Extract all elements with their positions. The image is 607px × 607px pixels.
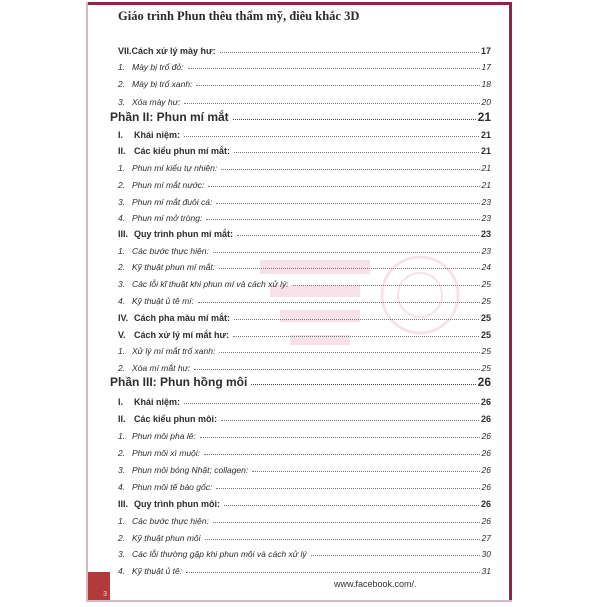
toc-page-number: 21 [477, 110, 491, 124]
toc-entry [118, 79, 491, 89]
toc-leader-dots [206, 218, 479, 220]
toc-page-number: 17 [481, 62, 491, 72]
toc-page-number: 31 [481, 566, 491, 576]
toc-leader-dots [311, 554, 480, 556]
toc-entry-title: Cách pha màu mí mắt: [134, 313, 231, 323]
toc-entry [118, 130, 491, 140]
toc-leader-dots [184, 402, 479, 404]
toc-entry [118, 62, 491, 72]
toc-entry-number: 2. [118, 363, 126, 373]
toc-entry [118, 97, 491, 107]
toc-entry [118, 330, 491, 340]
toc-entry-title: Mày bị trổ đỏ: [132, 62, 184, 72]
toc-page-number: 25 [481, 363, 491, 373]
toc-entry-title: Khái niệm: [134, 130, 181, 140]
toc-leader-dots [216, 202, 479, 204]
toc-entry-title: Các bước thực hiện: [132, 516, 209, 526]
toc-entry [118, 482, 491, 492]
toc-leader-dots [205, 538, 480, 540]
toc-leader-dots [252, 470, 479, 472]
toc-entry-number: 1. [118, 163, 126, 173]
toc-entry-number: 3. [118, 97, 126, 107]
toc-page-number: 21 [481, 180, 491, 190]
toc-entry [118, 363, 491, 373]
toc-entry-number: 1. [118, 431, 126, 441]
toc-entry-title: Phun mí mắt đuôi cá: [132, 197, 213, 207]
toc-entry [118, 46, 491, 56]
toc-page-number: 21 [480, 146, 491, 156]
toc-entry [118, 533, 491, 543]
toc-entry [118, 465, 491, 475]
toc-entry-number: II. [118, 146, 126, 156]
toc-entry-title: Phần II: Phun mí mắt [110, 110, 229, 124]
toc-leader-dots [219, 351, 479, 353]
toc-entry-title: Phun mí mắt nước: [132, 180, 205, 190]
toc-entry-number: 3. [118, 465, 126, 475]
toc-leader-dots [216, 487, 479, 489]
toc-entry-number: 3. [118, 197, 126, 207]
toc-entry [118, 566, 491, 576]
toc-page-number: 25 [480, 313, 491, 323]
toc-leader-dots [237, 234, 479, 236]
toc-entry-title: VII.Cách xử lý mày hư: [118, 46, 216, 56]
toc-entry-title: Quy trình phun môi: [134, 499, 220, 509]
toc-leader-dots [220, 51, 479, 53]
toc-entry [118, 180, 491, 190]
toc-entry-number: 2. [118, 180, 126, 190]
toc-entry-number: 1. [118, 246, 126, 256]
toc-entry-number: I. [118, 130, 124, 140]
toc-page-number: 23 [480, 229, 491, 239]
toc-entry [118, 146, 491, 156]
toc-page-number: 24 [481, 262, 491, 272]
toc-entry-title: Quy trình phun mí mắt: [134, 229, 233, 239]
toc-entry-title: Các bước thực hiện: [132, 246, 209, 256]
toc-page-number: 25 [480, 330, 491, 340]
toc-page-number: 23 [481, 213, 491, 223]
toc-page-number: 25 [481, 346, 491, 356]
toc-leader-dots [200, 436, 480, 438]
toc-leader-dots [184, 102, 479, 104]
toc-page-number: 25 [481, 279, 491, 289]
toc-leader-dots [184, 135, 479, 137]
toc-entry-number: I. [118, 397, 124, 407]
toc-page-number: 26 [481, 465, 491, 475]
toc-entry [118, 414, 491, 424]
toc-entry-title: Khái niệm: [134, 397, 181, 407]
toc-page-number: 27 [481, 533, 491, 543]
toc-page-number: 26 [477, 375, 491, 389]
toc-leader-dots [186, 571, 479, 573]
toc-leader-dots [213, 251, 480, 253]
toc-entry-number: 4. [118, 566, 126, 576]
toc-entry-title: Các lỗi thường gặp khi phun môi và cách xử lý [132, 549, 307, 559]
toc-leader-dots [233, 118, 476, 120]
toc-entry [118, 246, 491, 256]
toc-leader-dots [196, 84, 479, 86]
toc-entry [118, 397, 491, 407]
toc-leader-dots [194, 368, 479, 370]
toc-entry-title: Kỹ thuật phun mí mắt: [132, 262, 216, 272]
toc-page-number: 23 [481, 246, 491, 256]
toc-entry-title: Kỹ thuật ủ tê mí: [132, 296, 194, 306]
toc-leader-dots [219, 267, 479, 269]
toc-entry-title: Phun môi pha lê: [132, 431, 196, 441]
toc-entry-number: 2. [118, 533, 126, 543]
toc-entry [118, 229, 491, 239]
toc-entry [118, 262, 491, 272]
toc-page-number: 21 [481, 163, 491, 173]
toc-entry-title: Phun môi bóng Nhật; collagen: [132, 465, 249, 475]
toc-entry-number: 2. [118, 79, 126, 89]
toc-entry [118, 197, 491, 207]
toc-page-number: 20 [481, 97, 491, 107]
toc-page-number: 21 [480, 130, 491, 140]
toc-entry-number: III. [118, 499, 129, 509]
toc-page-number: 26 [481, 516, 491, 526]
toc-entry-title: Các kiểu phun mí mắt: [134, 146, 231, 156]
toc-entry-title: Phần III: Phun hồng môi [110, 375, 248, 389]
toc-leader-dots [198, 301, 480, 303]
toc-entry-number: 4. [118, 213, 126, 223]
toc-entry [118, 346, 491, 356]
toc-leader-dots [213, 521, 480, 523]
toc-leader-dots [251, 383, 475, 385]
toc-entry [118, 296, 491, 306]
toc-entry-number: 3. [118, 279, 126, 289]
toc-entry [118, 313, 491, 323]
toc-entry-title: Phun mí kiểu tự nhiên: [132, 163, 218, 173]
toc-entry-number: 1. [118, 346, 126, 356]
toc-page-number: 26 [480, 499, 491, 509]
toc-entry [118, 279, 491, 289]
toc-entry-title: Xóa mày hư: [132, 97, 181, 107]
page-number-badge [88, 572, 110, 600]
toc-entry-title: Các kiểu phun môi: [134, 414, 218, 424]
toc-entry-title: Cách xử lý mí mắt hư: [134, 330, 230, 340]
toc-page-number: 23 [481, 197, 491, 207]
toc-entry [118, 163, 491, 173]
toc-entry-title: Mày bị trổ xanh: [132, 79, 193, 89]
toc-entry-title: Phun môi tế bào gốc: [132, 482, 213, 492]
toc-entry-number: 4. [118, 482, 126, 492]
toc-leader-dots [234, 318, 479, 320]
toc-page-number: 25 [481, 296, 491, 306]
toc-page-number: 17 [480, 46, 491, 56]
toc-leader-dots [204, 453, 480, 455]
toc-entry-number: III. [118, 229, 129, 239]
toc-entry [110, 110, 491, 124]
toc-entry [118, 213, 491, 223]
toc-entry-number: 1. [118, 516, 126, 526]
toc-leader-dots [233, 335, 479, 337]
toc-page-number: 26 [481, 448, 491, 458]
toc-entry-title: Các lỗi kĩ thuật khi phun mí và cách xử lý: [132, 279, 289, 289]
toc-leader-dots [208, 185, 479, 187]
toc-page-number: 26 [480, 397, 491, 407]
toc-entry-title: Phun môi xì muội: [132, 448, 201, 458]
toc-leader-dots [221, 168, 479, 170]
toc-page-number: 26 [481, 431, 491, 441]
footer-website: www.facebook.com/. [334, 579, 417, 589]
toc-entry-title: Phun mí mở tròng: [132, 213, 203, 223]
toc-entry [118, 448, 491, 458]
toc-leader-dots [224, 504, 479, 506]
toc-entry [110, 375, 491, 389]
toc-entry [118, 499, 491, 509]
toc-entry [118, 431, 491, 441]
toc-entry [118, 549, 491, 559]
toc-leader-dots [188, 67, 480, 69]
toc-leader-dots [234, 151, 479, 153]
toc-leader-dots [293, 284, 480, 286]
toc-entry-number: II. [118, 414, 126, 424]
toc-entry-number: 1. [118, 62, 126, 72]
toc-entry-number: 2. [118, 448, 126, 458]
toc-entry [118, 516, 491, 526]
document-header-title: Giáo trình Phun thêu thẩm mỹ, điêu khắc 3D [118, 9, 360, 23]
toc-page-number: 30 [481, 549, 491, 559]
page-number: 3 [103, 591, 107, 598]
toc-page-number: 26 [480, 414, 491, 424]
toc-entry-title: Kỹ thuật phun môi [132, 533, 201, 543]
toc-entry-title: Xử lý mí mắt trổ xanh: [132, 346, 216, 356]
toc-entry-number: V. [118, 330, 126, 340]
toc-entry-number: IV. [118, 313, 129, 323]
toc-entry-number: 3. [118, 549, 126, 559]
toc-entry-number: 2. [118, 262, 126, 272]
toc-page-number: 18 [481, 79, 491, 89]
toc-entry-title: Kỹ thuật ủ tê: [132, 566, 183, 576]
toc-entry-title: Xóa mí mắt hư: [132, 363, 191, 373]
toc-leader-dots [221, 419, 479, 421]
toc-entry-number: 4. [118, 296, 126, 306]
toc-page-number: 26 [481, 482, 491, 492]
